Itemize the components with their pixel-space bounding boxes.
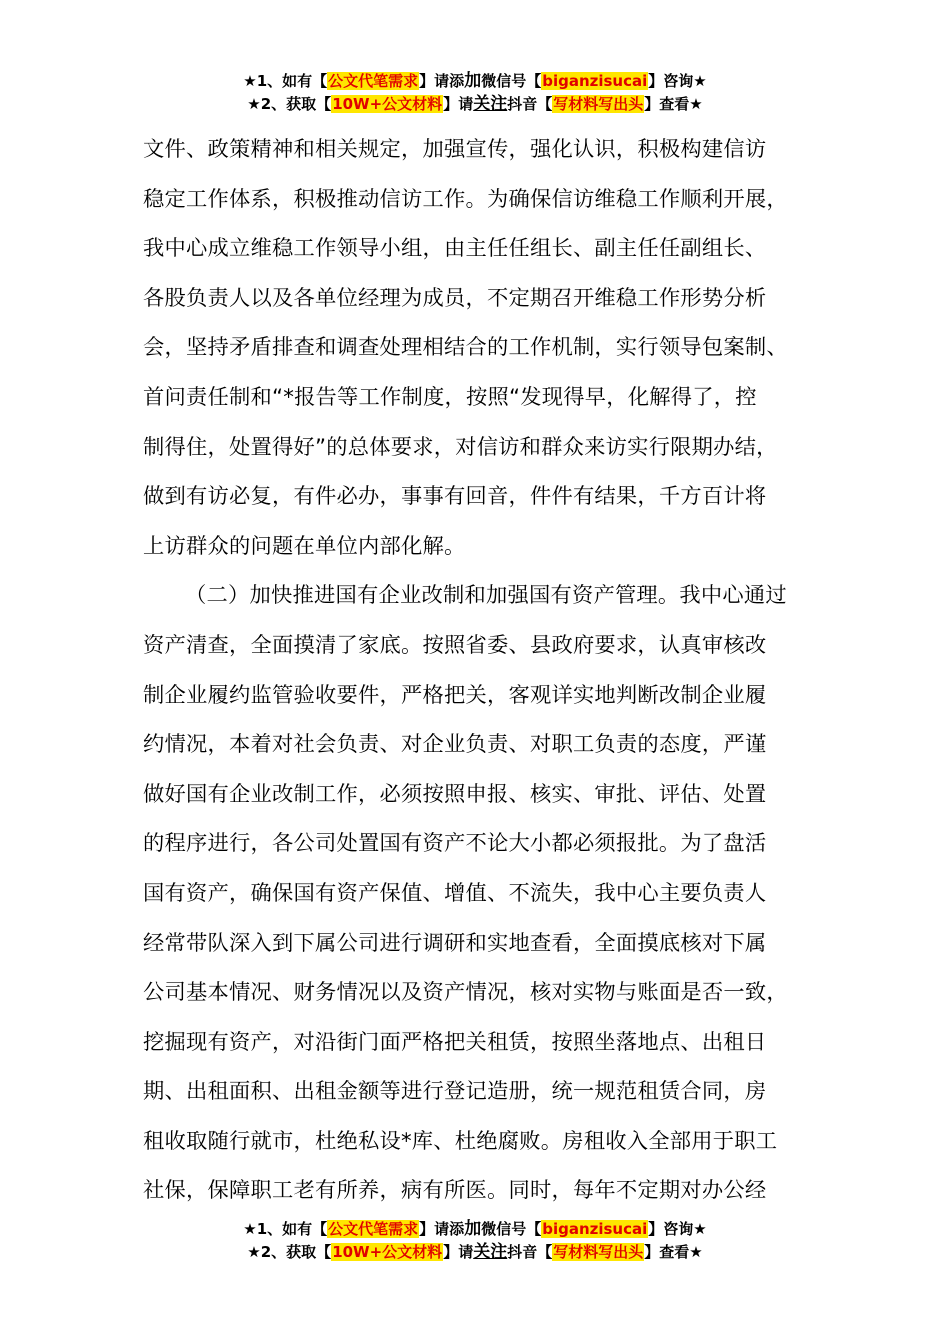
banner-text: 】请添 <box>419 72 465 90</box>
text-line: 上访群众的问题在单位内部化解。 <box>143 533 466 559</box>
banner-highlight: 公文代笔需求 <box>328 72 419 90</box>
banner-text: 抖音【 <box>507 1243 553 1261</box>
banner-wechat-id: biganzisucai <box>542 1220 648 1238</box>
text-line: 我中心成立维稳工作领导小组，由主任任组长、副主任任副组长、 <box>143 236 767 262</box>
banner-text: 】请 <box>443 95 474 113</box>
text-line: 制得住，处置得好”的总体要求，对信访和群众来访实行限期办结， <box>143 434 778 460</box>
banner-text: ★2、获取【 <box>247 1243 332 1261</box>
text-line: 期、出租面积、出租金额等进行登记造册，统一规范租赁合同，房 <box>143 1079 767 1105</box>
text-line: 首问责任制和“*报告等工作制度，按照“发现得早，化解得了，控 <box>143 384 757 410</box>
paragraph-1 <box>143 125 823 571</box>
banner-line-1 <box>0 1218 950 1241</box>
banner-text: ★1、如有【 <box>243 72 328 90</box>
banner-text: 】查看★ <box>644 95 703 113</box>
banner-text: 】请添 <box>419 1220 465 1238</box>
text-line: 社保，保障职工老有所养，病有所医。同时，每年不定期对办公经 <box>143 1178 767 1204</box>
banner-text: 】咨询★ <box>648 1220 707 1238</box>
banner-highlight: 10W+公文材料 <box>332 1243 443 1261</box>
banner-text: 微信号【 <box>481 1220 542 1238</box>
text-line: 租收取随行就市，杜绝私设*库、杜绝腐败。房租收入全部用于职工 <box>143 1128 778 1154</box>
banner-text: 抖音【 <box>507 95 553 113</box>
text-line: （二）加快推进国有企业改制和加强国有资产管理。我中心通过 <box>185 583 787 609</box>
banner-text: 】查看★ <box>644 1243 703 1261</box>
banner-text: 加 <box>464 1219 482 1239</box>
text-line: 各股负责人以及各单位经理为成员，不定期召开维稳工作形势分析 <box>143 285 767 311</box>
banner-text: 】咨询★ <box>648 72 707 90</box>
document-body <box>143 125 823 1216</box>
text-line: 资产清查，全面摸清了家底。按照省委、县政府要求，认真审核改 <box>143 632 767 658</box>
banner-douyin-id: 写材料写出头 <box>553 95 644 113</box>
text-line: 国有资产，确保国有资产保值、增值、不流失，我中心主要负责人 <box>143 880 767 906</box>
banner-text: ★2、获取【 <box>247 95 332 113</box>
text-line: 挖掘现有资产，对沿街门面严格把关租赁，按照坐落地点、出租日 <box>143 1029 767 1055</box>
banner-text: ★1、如有【 <box>243 1220 328 1238</box>
text-line: 的程序进行，各公司处置国有资产不论大小都必须报批。为了盘活 <box>143 831 767 857</box>
text-line: 稳定工作体系，积极推动信访工作。为确保信访维稳工作顺利开展， <box>143 186 788 212</box>
text-line: 公司基本情况、财务情况以及资产情况，核对实物与账面是否一致， <box>143 980 788 1006</box>
text-line: 做到有访必复，有件必办，事事有回音，件件有结果，千方百计将 <box>143 484 767 510</box>
banner-text: 微信号【 <box>481 72 542 90</box>
banner-text: 关注 <box>473 1242 508 1262</box>
banner-highlight: 10W+公文材料 <box>332 95 443 113</box>
promo-banner-top <box>0 70 950 116</box>
text-line: 制企业履约监管验收要件，严格把关，客观详实地判断改制企业履 <box>143 682 767 708</box>
banner-wechat-id: biganzisucai <box>542 72 648 90</box>
text-line: 会，坚持矛盾排查和调查处理相结合的工作机制，实行领导包案制、 <box>143 335 788 361</box>
paragraph-2 <box>143 571 823 1216</box>
text-line: 文件、政策精神和相关规定，加强宣传，强化认识，积极构建信访 <box>143 137 767 162</box>
banner-highlight: 公文代笔需求 <box>328 1220 419 1238</box>
text-line: 约情况，本着对社会负责、对企业负责、对职工负责的态度，严谨 <box>143 732 767 758</box>
banner-line-2 <box>0 93 950 116</box>
text-line: 做好国有企业改制工作，必须按照申报、核实、审批、评估、处置 <box>143 781 767 807</box>
banner-text: 】请 <box>443 1243 474 1261</box>
banner-text: 关注 <box>473 94 508 114</box>
text-line: 经常带队深入到下属公司进行调研和实地查看，全面摸底核对下属 <box>143 930 767 956</box>
banner-text: 加 <box>464 71 482 91</box>
banner-douyin-id: 写材料写出头 <box>553 1243 644 1261</box>
promo-banner-bottom <box>0 1218 950 1264</box>
banner-line-1 <box>0 70 950 93</box>
banner-line-2 <box>0 1241 950 1264</box>
